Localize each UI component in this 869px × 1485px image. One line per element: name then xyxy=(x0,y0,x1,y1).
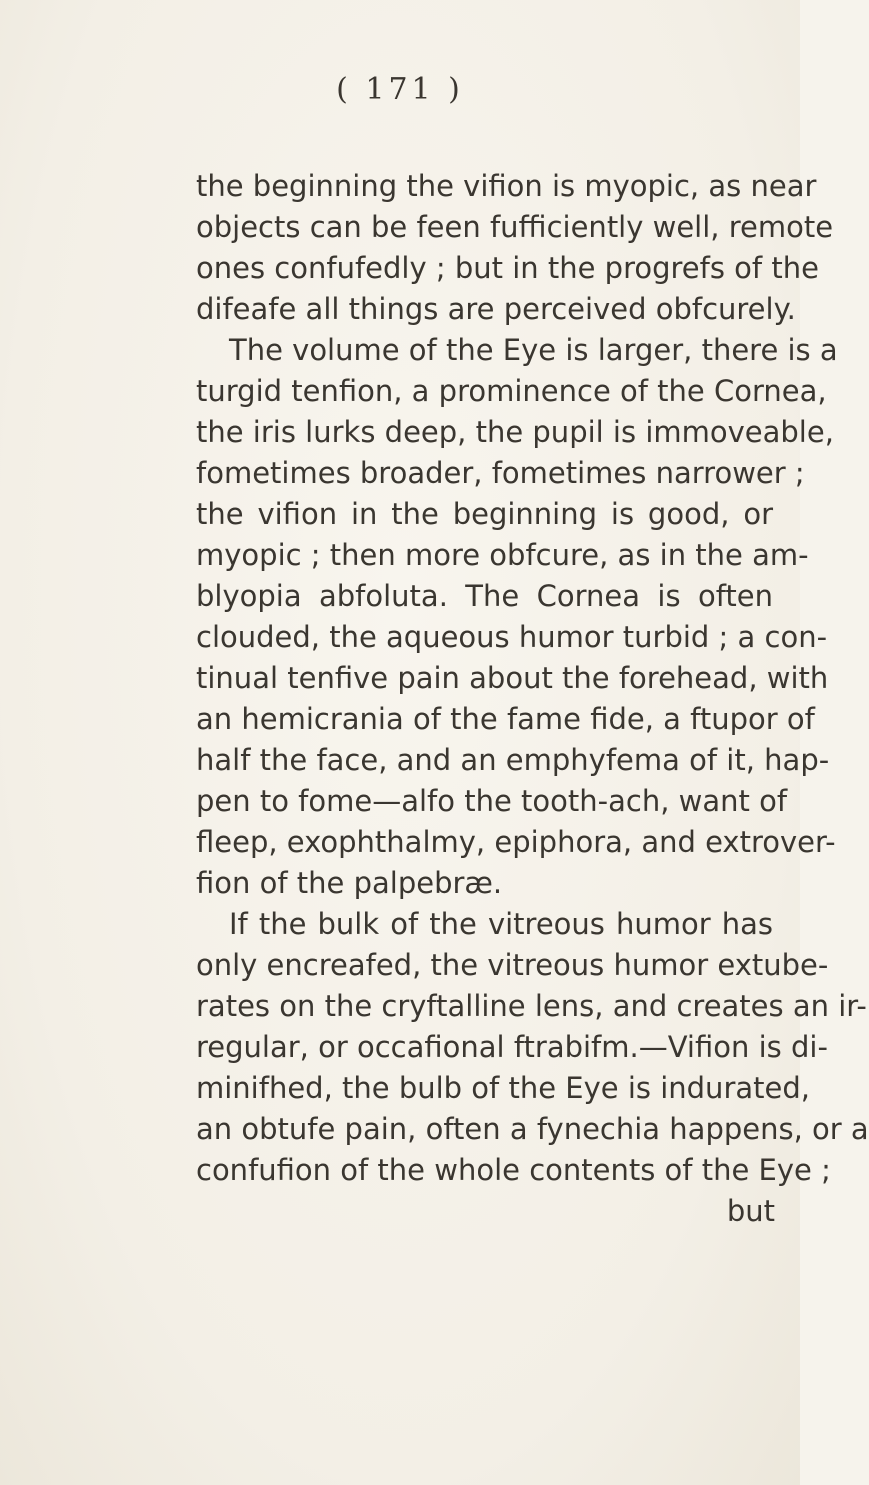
text-line: rates on the cryftalline lens, and creates an ir- xyxy=(196,989,867,1023)
text-line: minifhed, the bulb of the Eye is indurated, xyxy=(196,1071,810,1105)
text-line: pen to fome—alfo the tooth-ach, want of xyxy=(196,784,788,818)
paragraph-first-line: If the bulk of the vitreous humor has xyxy=(229,907,773,941)
text-line: clouded, the aqueous humor turbid ; a con- xyxy=(196,620,828,654)
page-number: ( 171 ) xyxy=(336,72,464,107)
text-line: myopic ; then more obfcure, as in the am- xyxy=(196,538,809,572)
catchword: but xyxy=(726,1194,775,1228)
text-line: tinual tenfive pain about the forehead, with xyxy=(196,661,829,695)
text-line: turgid tenfion, a prominence of the Cornea, xyxy=(196,374,827,408)
text-line: confufion of the whole contents of the Eye ; xyxy=(196,1153,831,1187)
text-line: fometimes broader, fometimes narrower ; xyxy=(196,456,805,490)
text-line: only encreafed, the vitreous humor extube- xyxy=(196,948,829,982)
text-line: difeafe all things are perceived obfcurely. xyxy=(196,292,796,326)
text-line: the iris lurks deep, the pupil is immoveable, xyxy=(196,415,834,449)
text-line: blyopia abfoluta. The Cornea is often xyxy=(196,579,773,613)
text-line: ones confufedly ; but in the progrefs of the xyxy=(196,251,819,285)
text-line: objects can be feen fufficiently well, remote xyxy=(196,210,834,244)
paragraph-first-line: The volume of the Eye is larger, there is a xyxy=(229,333,838,367)
text-line: the beginning the vifion is myopic, as near xyxy=(196,169,817,203)
text-line: half the face, and an emphyfema of it, hap- xyxy=(196,743,830,777)
text-line: the vifion in the beginning is good, or xyxy=(196,497,773,531)
text-line: an hemicrania of the fame fide, a ftupor of xyxy=(196,702,815,736)
text-line: fion of the palpebræ. xyxy=(196,866,503,900)
text-line: an obtufe pain, often a fynechia happens, or a xyxy=(196,1112,869,1146)
text-line: regular, or occafional ftrabifm.—Vifion is di- xyxy=(196,1030,828,1064)
text-line: fleep, exophthalmy, epiphora, and extrover- xyxy=(196,825,836,859)
